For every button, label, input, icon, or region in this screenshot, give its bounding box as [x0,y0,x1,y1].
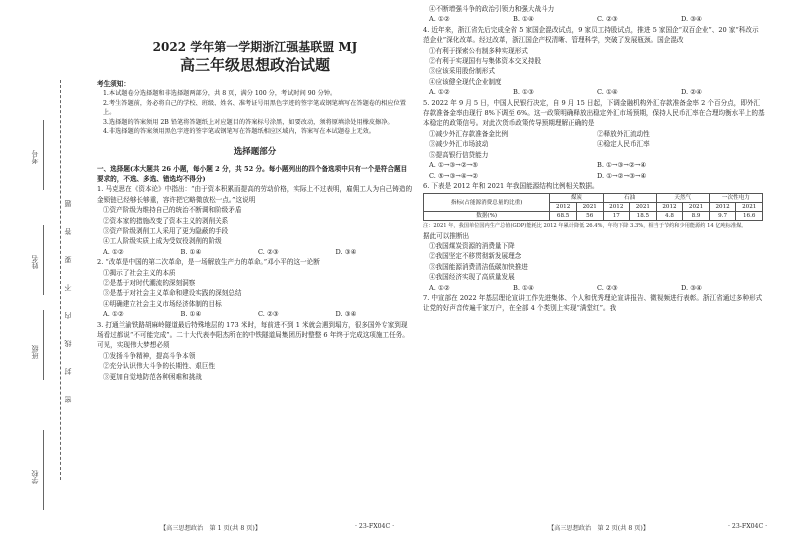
table-category: 煤炭 [550,194,603,203]
energy-table [423,193,763,221]
exam-title: 2022 学年第一学期浙江强基联盟 MJ [152,40,358,54]
table-year: 2012 [550,203,577,212]
q5-item: ②释放外汇流动性 [597,129,650,138]
q5-option-b[interactable]: B. ①→③→②→④ [597,161,647,170]
seal-char: 要 [64,256,72,263]
class-label: 班级 [31,345,39,359]
seal-char: 密 [64,396,72,403]
seal-line [60,80,61,480]
q1-option-c[interactable]: C. ②③ [258,247,279,256]
q6-item: ②我国坚定不移贯彻新发展理念 [429,252,522,261]
q3-option-d[interactable]: D. ③④ [681,15,703,24]
seal-char: 内 [64,312,72,319]
q2-item: ③是基于对社会主义革命和建设实践的深刻总结 [103,289,242,298]
table-year: 2021 [630,203,657,212]
q1-option-d[interactable]: D. ③④ [335,247,357,256]
footer-code-2: · 23-FX04C · [728,523,768,530]
seal-char: 不 [64,284,72,291]
notice-item: 1.本试题卷分选择题和非选择题两部分，共 8 页，满分 100 分，考试时间 90 分钟。 [103,90,337,97]
class-line [43,310,44,380]
table-cell: 18.5 [630,212,657,221]
q5-item: ①减少外汇存款准备金比例 [429,129,509,138]
q1-item: ③资产阶级剥削工人采用了更为隐蔽的手段 [103,227,229,235]
question-5-stem: 5. 2022 年 9 月 5 日，中国人民银行决定，自 9 月 15 日起，下调金融机构外汇存款准备金率 2 个百分点，即外汇存款准备金率由现行 8%下调至 6%。这一政策明确释放出稳定外汇市场预期，保持人民币汇率在合理均衡水平上的基本稳定的政策信号。对此次货币政策传导预期理解正确的是 [423,98,765,128]
q2-option-a[interactable]: A. ①② [103,310,124,319]
section-intro: 一、选择题(本大题共 26 小题，每小题 2 分，共 52 分。每小题列出的四个备选项中只有一个是符合题目要求的，不选、多选、错选均不得分) [97,164,408,183]
q5-option-d[interactable]: D. ①→②→③→④ [597,171,647,180]
q4-item: ①有利于探索公有制多种实现形式 [429,46,528,55]
q6-lead: 据此可以推断出 [423,231,470,240]
notice-item: 2.考生答题前，务必将自己的学校、班级、姓名、准考证号用黑色字迹的签字笔或钢笔填写在答题卷的相应位置上。 [103,99,406,117]
q6-item: ④我国经济实现了高质量发展 [429,273,515,282]
q4-options [429,87,765,97]
notice-item: 4.非选择题的答案须用黑色字迹的签字笔或钢笔写在答题纸相应区域内，答案写在本试题卷上无效。 [103,128,375,136]
q5-items-row [429,129,765,139]
q3-item: ③更加自觉地防范各种困难和挑战 [103,372,202,381]
q3-option-a[interactable]: A. ①② [429,15,450,24]
page-1 [97,4,413,382]
q1-option-a[interactable]: A. ①② [103,247,124,256]
table-year: 2012 [656,203,683,212]
table-cell: 17 [603,212,630,221]
q5-option-a[interactable]: A. ①→③→②→⑤ [429,161,479,170]
question-7-stem: 7. 中宣部在 2022 年基层理论宣讲工作先进集体、个人和优秀理论宣讲报告、微视频进行表彰。浙江省通过多种形式让党的好声音传遍千家万户，在全部 4 个类别上实现“满堂红”。我 [423,293,763,313]
q2-item: ④明确建立社会主义市场经济体制的目标 [103,299,222,308]
question-4-stem: 4. 近年来，浙江省先后完成全省 5 家国企混改试点，9 家员工持股试点，推进 5 家国企“双百企业”、20 家“科改示范企业”深化改革。经过改革，浙江国企产权清晰、管理科学，突破了发展瓶颈。国企混改 [423,25,759,45]
q6-options [429,283,765,293]
table-year: 2021 [736,203,763,212]
question-3-stem: 3. 打通兰渝铁路胡麻岭隧道最后特殊地层的 173 米时，每前进不到 1 米就会遇到塌方，很多国外专家到现场看过都说“不可能完成”。二十大代表李阳杰所在的中铁隧道局集团历时整整 6 年终于完成这项施工任务。可见，实现伟大梦想必须 [97,320,409,350]
q4-option-c[interactable]: C. ①④ [597,88,618,97]
exam-no-line [43,120,44,190]
seal-char: 答 [64,228,72,235]
footer-page-2: 【高三思想政治 第 2 页(共 8 页)】 [548,525,650,532]
table-category: 石油 [603,194,656,203]
seal-char: 题 [64,200,72,207]
notice-title: 考生须知： [97,80,130,88]
q1-item: ①资产阶级为维持自己的统治不断调和阶级矛盾 [103,206,242,215]
table-header-label: 指标(占能源消费总量的比重) [424,194,550,212]
q5-item: ④稳定人民币汇率 [597,140,650,149]
table-note: 注：2021 年，我国单位国内生产总值(GDP)能耗比 2012 年累计降低 26.4%，年均下降 3.3%，相当于节约和少用能源约 14 亿吨标准煤。 [423,223,747,230]
q4-item: ③应该采用股份制形式 [429,67,495,76]
school-label: 学校 [31,470,39,484]
q6-item: ③我国能源消费清洁低碳加快推进 [429,262,528,271]
exam-no-label: 考号 [31,150,39,164]
q4-item: ④应该健全现代企业制度 [429,77,502,86]
q4-item: ②有利于实现国有与集体资本交叉持股 [429,57,542,66]
table-cell: 9.7 [709,212,736,221]
table-year: 2012 [709,203,736,212]
notice-item: 3.选择题的答案须用 2B 铅笔将答题纸上对应题目的答案标号涂黑，如要改动，须将原填涂处用橡皮擦净。 [103,118,394,126]
q4-option-d[interactable]: D. ②④ [681,88,703,97]
question-2-stem: 2. “改革是中国的第二次革命，是一场解放生产力的革命。”邓小平的这一论断 [97,258,320,267]
table-year: 2021 [683,203,710,212]
name-label: 姓名 [31,255,39,269]
exam-subtitle: 高三年级思想政治试题 [179,56,330,74]
name-line [43,225,44,295]
seal-char: 线 [64,340,72,347]
footer-page-1: 【高三思想政治 第 1 页(共 8 页)】 [160,525,262,532]
table-cell: 8.9 [683,212,710,221]
q3-option-c[interactable]: C. ②③ [597,15,618,24]
q6-option-d[interactable]: D. ③④ [681,283,703,292]
table-cell: 68.5 [550,212,577,221]
q4-option-a[interactable]: A. ①② [429,88,450,97]
table-year: 2021 [576,203,603,212]
q6-option-a[interactable]: A. ①② [429,283,450,292]
q1-option-b[interactable]: B. ①④ [180,247,202,256]
page-2 [423,4,765,314]
q2-option-c[interactable]: C. ②③ [258,310,279,319]
section-title: 选择题部分 [233,146,277,157]
question-1-stem: 1. 马克思在《资本论》中指出：“由于资本积累而提高的劳动价格，实际上不过表明，雇佣工人为自己铸造的金锁链已经够长够重，容许把它略微放松一点。”这说明 [97,185,413,204]
q6-option-c[interactable]: C. ②③ [597,283,618,292]
q2-item: ①揭示了社会主义的本质 [103,268,176,277]
q6-item: ①我国煤炭资源的消费量下降 [429,241,515,250]
footer-code-1: · 23-FX04C · [355,523,395,530]
q3-option-b[interactable]: B. ①④ [513,15,534,24]
question-6-stem: 6. 下表是 2012 年和 2021 年我国能源结构比例相关数据。 [423,181,599,190]
table-category: 一次性电力 [709,194,762,203]
q5-option-c[interactable]: C. ⑤→③→④→② [429,171,479,180]
q5-item: ⑤提高银行信贷能力 [429,150,489,159]
q3-options [429,14,765,24]
school-line [43,430,44,510]
q3-item: ④不断增强斗争的政治引领力和强大战斗力 [429,5,555,13]
table-cell: 16.6 [736,212,763,221]
table-cell: 56 [576,212,603,221]
q6-option-b[interactable]: B. ①④ [513,283,534,292]
q2-option-b[interactable]: B. ①④ [180,310,202,319]
q3-item: ①发扬斗争精神，提高斗争本领 [103,351,196,360]
q5-item: ③减少外汇市场波动 [429,140,489,149]
table-cell: 4.8 [656,212,683,221]
q5-options [429,171,765,181]
q1-options [103,247,413,257]
q5-items-row [429,139,765,149]
q4-option-b[interactable]: B. ①③ [513,88,534,97]
q1-item: ②资本家的措施改变了资本主义的剥削关系 [103,216,229,225]
q2-options [103,309,413,319]
q5-options [429,160,765,170]
q3-item: ②充分认识伟大斗争的长期性、艰巨性 [103,362,216,371]
q2-item: ②是基于对时代潮流的深刻洞察 [103,279,196,288]
seal-char: 封 [64,368,72,375]
table-year: 2012 [603,203,630,212]
table-category: 天然气 [656,194,709,203]
q1-item: ④工人阶级实质上成为受奴役剥削的阶级 [103,237,222,246]
binding-margin [0,0,70,543]
q2-option-d[interactable]: D. ③④ [335,310,357,319]
table-row-label: 数据(%) [424,212,550,221]
